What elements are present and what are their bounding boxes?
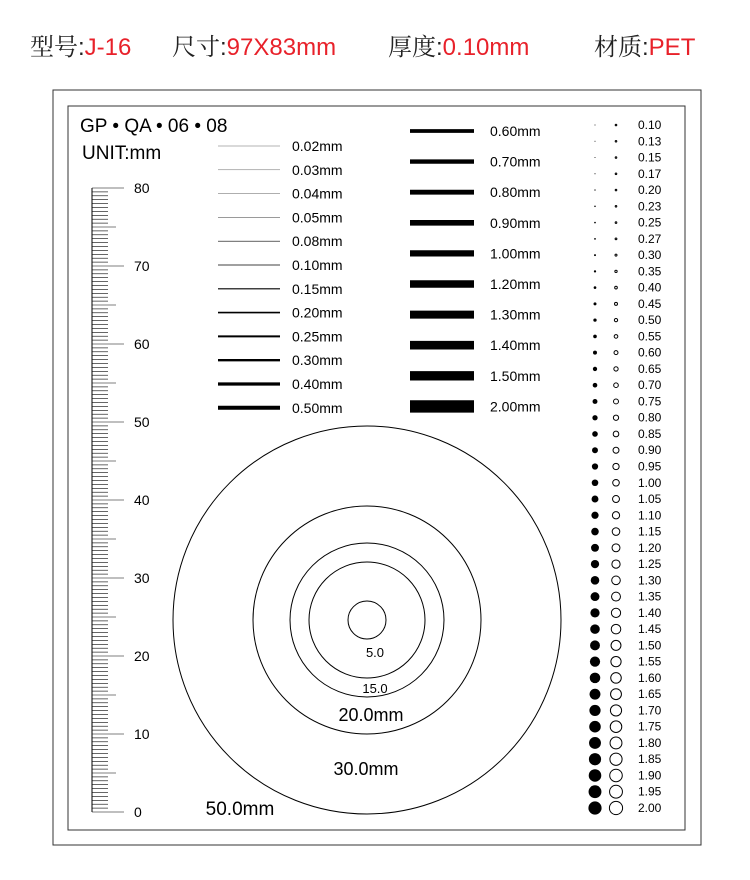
dot-label: 1.95	[638, 784, 662, 799]
dot-filled	[589, 769, 602, 782]
line-label: 0.08mm	[292, 233, 343, 250]
dot-label: 1.55	[638, 654, 662, 669]
dot-filled	[590, 657, 600, 667]
dot-filled	[594, 222, 596, 224]
dot-label: 1.45	[638, 622, 662, 637]
dot-label: 0.15	[638, 150, 662, 165]
dot-open	[611, 657, 621, 667]
dot-label: 0.40	[638, 280, 662, 295]
dot-filled	[591, 512, 598, 519]
line-label: 1.20mm	[490, 276, 541, 292]
dot-open	[611, 673, 622, 684]
spec-thickness-value: 0.10mm	[442, 34, 530, 61]
dot-open	[614, 351, 618, 355]
dot-open	[615, 124, 617, 126]
line-label: 0.10mm	[292, 257, 343, 273]
spec-model: 型号:J-16	[30, 34, 132, 61]
line-label: 0.90mm	[490, 214, 541, 231]
dot-label: 0.50	[638, 313, 662, 328]
dot-label: 0.25	[638, 215, 662, 230]
dot-open	[610, 753, 622, 765]
line-label: 0.15mm	[292, 280, 343, 297]
dot-filled	[592, 463, 598, 469]
spec-thickness: 厚度:0.10mm	[388, 34, 530, 61]
line-width-scale-left	[218, 138, 343, 416]
dot-open	[613, 415, 618, 420]
dot-label: 1.60	[638, 670, 662, 685]
dot-label: 0.55	[638, 329, 662, 344]
dot-filled	[590, 624, 600, 634]
dot-open	[615, 222, 617, 224]
dot-open	[610, 721, 622, 733]
dot-open	[615, 254, 617, 256]
dot-open	[613, 496, 620, 503]
dot-filled	[594, 302, 597, 305]
dot-label: 1.70	[638, 703, 662, 718]
line-label: 0.80mm	[490, 184, 541, 201]
dot-filled	[594, 173, 595, 174]
dot-open	[615, 157, 617, 159]
card-code: GP • QA • 06 • 08	[80, 116, 228, 137]
line-label: 0.60mm	[490, 123, 541, 139]
ruler-label: 50	[134, 414, 150, 430]
dot-open	[613, 479, 620, 486]
spec-material-value: PET	[648, 34, 696, 61]
dot-label: 1.20	[638, 540, 662, 555]
dot-filled	[594, 254, 596, 256]
dot-label: 1.40	[638, 605, 662, 620]
dot-open	[611, 640, 621, 650]
dot-filled	[590, 608, 599, 617]
dot-label: 0.75	[638, 394, 662, 409]
dot-open	[614, 399, 619, 404]
spec-material-label: 材质	[594, 34, 642, 61]
ruler-label: 30	[134, 570, 150, 586]
dot-open	[615, 238, 617, 240]
dot-filled	[593, 367, 597, 371]
dot-filled	[593, 318, 596, 321]
dot-open	[615, 286, 618, 289]
gauge-circle-label: 5.0	[365, 645, 385, 660]
line-width-scale-right	[410, 123, 541, 414]
line-label: 0.02mm	[292, 138, 343, 154]
dot-open	[609, 801, 622, 814]
dot-open	[615, 302, 618, 305]
dot-filled	[593, 335, 597, 339]
dot-label: 0.30	[638, 248, 662, 263]
dot-filled	[592, 496, 599, 503]
line-label: 0.25mm	[292, 328, 343, 345]
dot-open	[615, 173, 617, 175]
gauge-circle	[309, 562, 425, 678]
gauge-circle-label: 50.0mm	[205, 799, 275, 820]
dot-filled	[590, 689, 601, 700]
dot-open	[610, 785, 623, 798]
dot-open	[612, 592, 621, 601]
dot-label: 0.27	[638, 231, 662, 246]
dot-label: 0.70	[638, 378, 662, 393]
dot-filled	[591, 592, 600, 601]
dot-filled	[589, 705, 600, 716]
line-label: 0.50mm	[292, 399, 343, 416]
dot-label: 0.85	[638, 426, 662, 441]
dot-label: 1.30	[638, 573, 662, 588]
gauge-circle	[348, 601, 386, 639]
dot-open	[611, 624, 621, 634]
dot-label: 1.35	[638, 589, 662, 604]
dot-open	[610, 737, 622, 749]
line-label: 0.70mm	[490, 153, 541, 170]
dot-label: 0.20	[638, 183, 662, 198]
spec-size-value: 97X83mm	[226, 34, 337, 61]
dot-open	[615, 189, 617, 191]
dot-label: 0.45	[638, 296, 662, 311]
dot-label: 0.65	[638, 361, 662, 376]
spec-size: 尺寸:97X83mm	[172, 34, 337, 61]
dot-filled	[594, 286, 597, 289]
line-label: 0.03mm	[292, 161, 343, 178]
line-label: 0.20mm	[292, 304, 343, 321]
dot-open	[615, 206, 617, 208]
dot-label: 0.60	[638, 345, 662, 360]
ruler-label: 0	[134, 804, 142, 820]
dot-open	[614, 335, 618, 339]
dot-open	[611, 689, 622, 700]
line-label: 0.40mm	[292, 376, 343, 392]
dot-filled	[591, 560, 599, 568]
ruler-label: 60	[134, 336, 150, 352]
dot-filled	[594, 270, 596, 272]
dot-filled	[589, 753, 601, 765]
gauge-circle	[290, 543, 444, 697]
dot-open	[613, 463, 619, 469]
card-outer-border	[53, 90, 701, 845]
dot-open	[615, 270, 617, 272]
spec-size-label: 尺寸	[172, 34, 220, 61]
ruler-label: 80	[134, 180, 150, 196]
line-label: 1.30mm	[490, 306, 541, 323]
gauge-circle-label: 20.0mm	[338, 705, 404, 725]
line-label: 1.50mm	[490, 367, 541, 384]
dot-label: 0.95	[638, 459, 662, 474]
spec-material: 材质:PET	[594, 34, 696, 61]
dot-open	[613, 447, 619, 453]
dot-open	[614, 367, 618, 371]
dot-filled	[594, 238, 596, 240]
dot-filled	[591, 576, 600, 585]
dot-label: 0.23	[638, 199, 662, 214]
ruler-label: 10	[134, 726, 150, 742]
dot-filled	[591, 528, 599, 536]
dot-open	[610, 769, 623, 782]
dot-label: 0.90	[638, 443, 662, 458]
dot-filled	[589, 785, 602, 798]
dot-filled	[594, 189, 595, 190]
line-label: 0.04mm	[292, 185, 343, 202]
dot-open	[614, 383, 619, 388]
gauge-circle-label: 15.0	[362, 681, 388, 696]
dot-label: 1.05	[638, 492, 662, 507]
dot-label: 1.15	[638, 524, 662, 539]
dot-label: 1.10	[638, 508, 662, 523]
dot-label: 1.00	[638, 475, 662, 490]
line-label: 0.30mm	[292, 352, 343, 369]
dot-open	[612, 576, 621, 585]
dot-filled	[593, 351, 597, 355]
ruler-label: 40	[134, 492, 150, 508]
dot-open	[612, 528, 620, 536]
dot-label: 1.80	[638, 735, 662, 750]
dot-open	[612, 560, 620, 568]
dot-label: 1.75	[638, 719, 662, 734]
dot-size-scale	[588, 118, 661, 815]
spec-model-label: 型号	[30, 34, 78, 61]
dot-open	[612, 512, 619, 519]
line-label: 1.00mm	[490, 245, 541, 262]
circle-gauge	[173, 426, 561, 820]
dot-open	[614, 318, 617, 321]
card-unit: UNIT:mm	[82, 143, 162, 164]
dot-label: 1.25	[638, 557, 662, 572]
dot-label: 1.65	[638, 687, 662, 702]
dot-filled	[590, 640, 600, 650]
dot-label: 1.85	[638, 752, 662, 767]
dot-label: 1.90	[638, 768, 662, 783]
dot-filled	[591, 544, 599, 552]
spec-thickness-label: 厚度	[388, 34, 436, 61]
dot-open	[613, 431, 619, 437]
dot-filled	[589, 721, 601, 733]
ruler-label: 70	[134, 258, 150, 274]
dot-filled	[593, 383, 598, 388]
dot-label: 0.35	[638, 264, 662, 279]
dot-filled	[594, 206, 596, 208]
dot-label: 0.13	[638, 134, 662, 149]
dot-filled	[589, 737, 601, 749]
dot-filled	[590, 673, 601, 684]
dot-filled	[593, 399, 598, 404]
dot-filled	[595, 141, 596, 142]
dot-label: 0.80	[638, 410, 662, 425]
dot-label: 2.00	[638, 801, 662, 815]
dot-filled	[595, 125, 596, 126]
ruler-label: 20	[134, 648, 150, 664]
dot-label: 0.17	[638, 166, 662, 181]
dot-open	[611, 608, 620, 617]
dot-filled	[592, 431, 598, 437]
gauge-circle	[173, 426, 561, 814]
line-label: 2.00mm	[490, 398, 541, 415]
dot-filled	[592, 415, 597, 420]
line-label: 1.40mm	[490, 337, 541, 354]
dot-label: 1.50	[638, 638, 662, 653]
dot-filled	[592, 447, 598, 453]
dot-filled	[592, 479, 599, 486]
dot-open	[612, 544, 620, 552]
spec-model-value: J-16	[84, 34, 132, 61]
dot-open	[610, 705, 621, 716]
dot-filled	[588, 801, 601, 814]
dot-label: 0.10	[638, 118, 662, 132]
gauge-circle-label: 30.0mm	[333, 759, 399, 779]
gauge-circle	[253, 506, 481, 734]
ruler	[92, 180, 150, 820]
line-label: 0.05mm	[292, 209, 343, 226]
dot-filled	[595, 157, 596, 158]
dot-open	[615, 140, 617, 142]
